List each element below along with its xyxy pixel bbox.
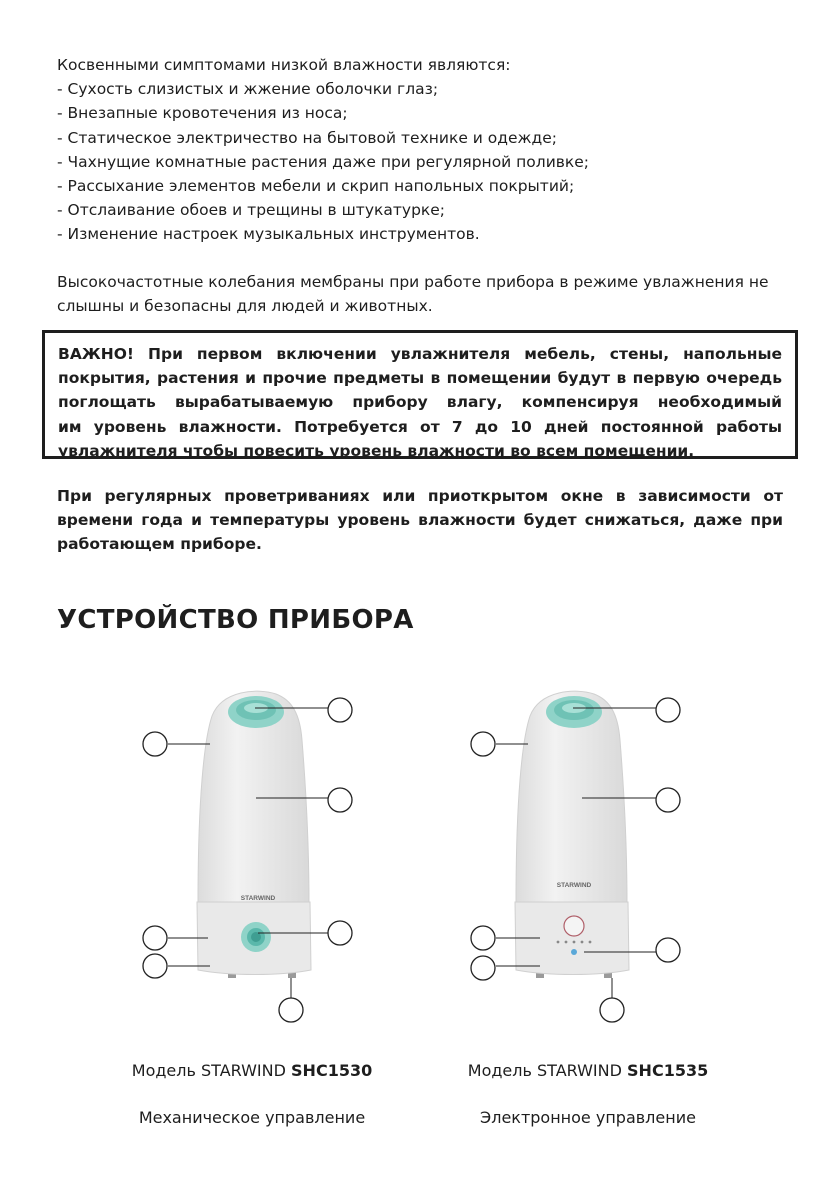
ventilation-line: работающем приборе. xyxy=(57,535,262,554)
brand-label: STARWIND xyxy=(556,882,592,889)
callout-circle xyxy=(656,698,680,722)
callout-circle xyxy=(600,998,624,1022)
callout-circle xyxy=(471,732,495,756)
humidifier-illustration xyxy=(408,680,808,1040)
power-button-illustration xyxy=(564,916,584,936)
model-caption-shc1530 xyxy=(102,1061,402,1080)
symptom-item: - Статическое электричество на бытовой технике и одежде; xyxy=(57,128,557,147)
callout-circle xyxy=(143,732,167,756)
section-title: УСТРОЙСТВО ПРИБОРА xyxy=(57,605,414,635)
model-code: SHC1535 xyxy=(627,1061,709,1080)
brand-label: STARWIND xyxy=(240,895,276,902)
callout-circle xyxy=(279,998,303,1022)
model-prefix: Модель STARWIND xyxy=(467,1061,628,1080)
model-code: SHC1530 xyxy=(291,1061,373,1080)
symptom-item: - Чахнущие комнатные растения даже при регулярной поливке; xyxy=(57,152,590,171)
control-type-shc1535: Электронное управление xyxy=(480,1108,696,1127)
ventilation-line: При регулярных проветриваниях или приоткрытом окне в зависимости от xyxy=(57,487,783,505)
callout-circle xyxy=(328,788,352,812)
symptom-item: - Отслаивание обоев и трещины в штукатурке; xyxy=(57,201,446,220)
callout-circle xyxy=(328,921,352,945)
callout-circle xyxy=(656,938,680,962)
ultrasound-paragraph xyxy=(57,270,783,318)
important-line: ВАЖНО! При первом включении увлажнителя мебель, стены, напольные xyxy=(58,345,782,363)
callout-circle xyxy=(471,926,495,950)
symptom-item: - Сухость слизистых и жжение оболочки глаз; xyxy=(57,80,439,99)
important-line: увлажнителя чтобы повесить уровень влажности во всем помещении. xyxy=(58,441,695,460)
model-caption-shc1535 xyxy=(438,1061,738,1080)
ultrasound-line: Высокочастотные колебания мембраны при работе прибора в режиме увлажнения не xyxy=(57,273,769,291)
ultrasound-line: слышны и безопасны для людей и животных. xyxy=(57,297,433,316)
important-line: поглощать вырабатываемую прибору влагу, компенсируя необходимый xyxy=(58,393,782,412)
symptom-item: - Внезапные кровотечения из носа; xyxy=(57,104,348,123)
symptoms-paragraph xyxy=(57,53,783,247)
callout-circle xyxy=(656,788,680,812)
callout-circle xyxy=(328,698,352,722)
ventilation-paragraph xyxy=(57,484,783,557)
ventilation-line: времени года и температуры уровень влажности будет снижаться, даже при xyxy=(57,511,783,530)
symptom-item: - Изменение настроек музыкальных инструментов. xyxy=(57,225,480,244)
symptom-item: - Рассыхание элементов мебели и скрип напольных покрытий; xyxy=(57,177,575,196)
callout-circle xyxy=(143,926,167,950)
important-notice-box xyxy=(42,330,798,459)
control-type-shc1530: Механическое управление xyxy=(138,1108,366,1127)
device-figure-shc1535 xyxy=(408,680,808,1040)
callout-circle xyxy=(471,956,495,980)
model-prefix: Модель STARWIND xyxy=(131,1061,292,1080)
callout-circle xyxy=(143,954,167,978)
important-line: покрытия, растения и прочие предметы в помещении будут в первую очередь xyxy=(58,369,782,388)
symptoms-intro: Косвенными симптомами низкой влажности являются: xyxy=(57,56,511,74)
important-line: им уровень влажности. Потребуется от 7 до 10 дней постоянной работы xyxy=(58,417,782,436)
